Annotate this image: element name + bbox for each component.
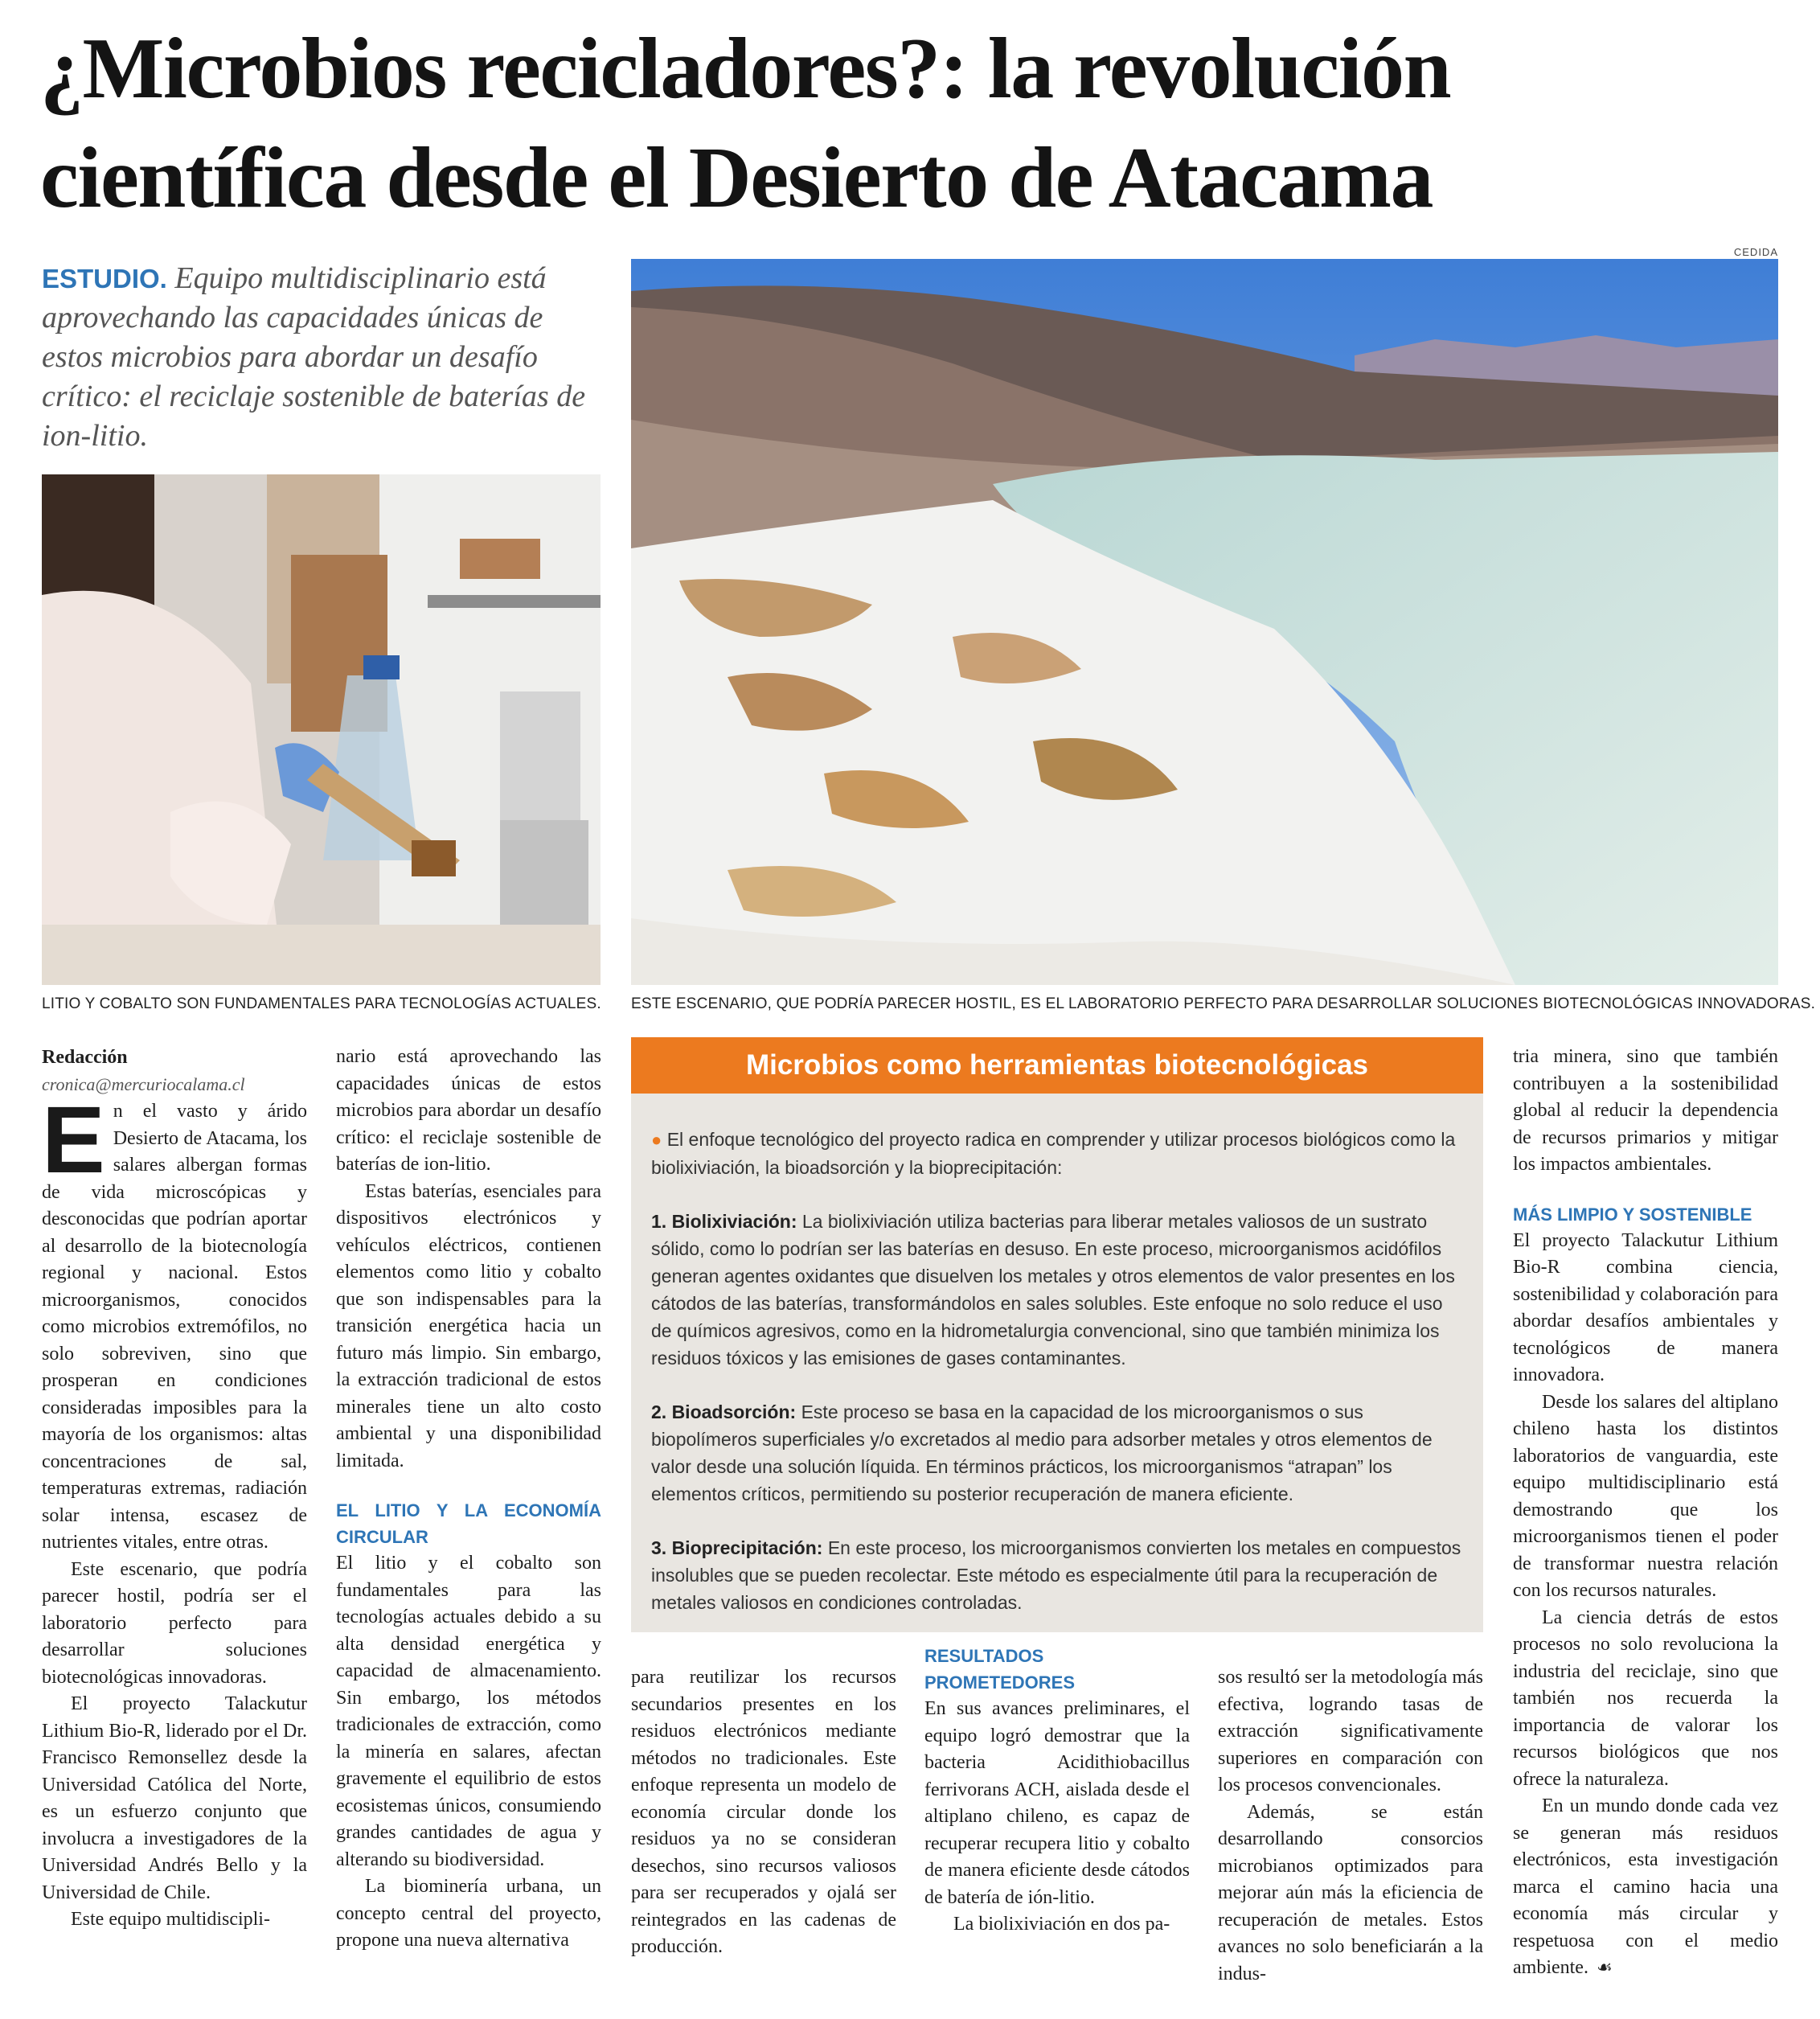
desert-photo bbox=[631, 259, 1778, 985]
lead-paragraph bbox=[42, 259, 605, 456]
headline-line-1: ¿Microbios recicladores?: la revolución bbox=[40, 21, 1451, 117]
paragraph: para reutilizar los recursos secundarios presentes en los residuos electrónicos mediante métodos no tradicionales. Este enfoque representa un modelo de economía circular donde los residuos ya no se consideran desechos, sino recursos valiosos para ser recuperados y ojalá ser reintegrados en las cadenas de producción. bbox=[631, 1667, 896, 1957]
byline-author: Redacción bbox=[42, 1047, 128, 1068]
info-box-intro: ● El enfoque tecnológico del proyecto radica en comprender y utilizar procesos biológicos como la biolixiviación, la bioadsorción y la bioprecipitación: bbox=[651, 1129, 1456, 1178]
paragraph: Desde los salares del altiplano chileno hasta los distintos laboratorios de vanguardia, este equipo multidisciplinario está demostrando que los microorganismos tienen el poder de transformar nuestra relación con los recursos naturales. bbox=[1513, 1391, 1778, 1601]
paragraph bbox=[42, 1087, 307, 1557]
paragraph: Estas baterías, esenciales para dispositivos electrónicos y vehículos eléctricos, contienen elementos como litio y cobalto que son indispensables para la transición energética hacia un futuro más limpio. Sin embargo, la extracción tradicional de estos minerales tiene un alto costo ambiental y una disponibilidad limitada. bbox=[336, 1180, 601, 1471]
paragraph: Además, se están desarrollando consorcios microbianos optimizados para mejorar aún más la eficiencia de recuperación de metales. Estos avances no solo beneficiarán a la indus- bbox=[1218, 1801, 1483, 1984]
article-column-3 bbox=[631, 1664, 896, 1961]
info-box-item-1: 1. Biolixiviación: La biolixiviación utiliza bacterias para liberar metales valiosos de un sustrato sólido, como lo podrían ser las baterías en desuso. En este proceso, microorganismos acidófilos generan agentes oxidantes que disuelven los metales y otros elementos de valor presentes en los cátodos de las baterías, transformándolos en sales solubles. Este enfoque no solo reduce el uso de químicos agresivos, como en la hidrometalurgia convencional, sino que también minimiza los residuos tóxicos y las emisiones de gases contaminantes. bbox=[651, 1211, 1455, 1369]
paragraph: El proyecto Talackutur Lithium Bio-R combina ciencia, sostenibilidad y colaboración para abordar desafíos ambientales y tecnológicos de manera innovadora. bbox=[1513, 1229, 1778, 1385]
paragraph: El proyecto Talackutur Lithium Bio-R, liderado por el Dr. Francisco Remonsellez desde la Universidad Católica del Norte, es un esfuerzo conjunto que involucra a investigadores de la Universidad Andrés Bello y la Universidad de Chile. bbox=[42, 1693, 307, 1903]
lead-tag: ESTUDIO. bbox=[42, 264, 167, 293]
paragraph: Este equipo multidiscipli- bbox=[71, 1909, 270, 1930]
headline-line-2: científica desde el Desierto de Atacama bbox=[40, 130, 1433, 226]
info-box-title: Microbios como herramientas biotecnológicas bbox=[631, 1037, 1483, 1094]
byline-email: cronica@mercuriocalama.cl bbox=[42, 1074, 245, 1094]
end-mark-icon: ☙ bbox=[1596, 1958, 1613, 1978]
bullet-icon: ● bbox=[651, 1130, 662, 1150]
lab-illustration bbox=[42, 474, 601, 985]
desert-photo-caption: ESTE ESCENARIO, QUE PODRÍA PARECER HOSTIL, ES EL LABORATORIO PERFECTO PARA DESARROLLAR SOLUCIONES BIOTECNOLÓGICAS INNOVADORAS. bbox=[631, 995, 1816, 1012]
lab-photo bbox=[42, 474, 601, 985]
article-column-4 bbox=[924, 1643, 1190, 1939]
paragraph: nario está aprovechando las capacidades únicas de estos microbios para abordar un desafío crítico: el reciclaje sostenible de baterías de ion-litio. bbox=[336, 1046, 601, 1175]
paragraph: La biominería urbana, un concepto central del proyecto, propone una nueva alternativa bbox=[336, 1876, 601, 1951]
paragraph: El litio y el cobalto son fundamentales para las tecnologías actuales debido a su alta densidad energética y capacidad de almacenamiento. Sin embargo, los métodos tradicionales de extracción, como la minería en salares, afectan gravemente el equilibrio de estos ecosistemas únicos, consumiendo grandes cantidades de agua y alterando su biodiversidad. bbox=[336, 1553, 601, 1870]
article-column-6 bbox=[1513, 1044, 1778, 1982]
paragraph: sos resultó ser la metodología más efectiva, logrando tasas de extracción significativamente superiores en comparación con los procesos convencionales. bbox=[1218, 1667, 1483, 1795]
paragraph: La ciencia detrás de estos procesos no solo revoluciona la industria del reciclaje, sino que también nos recuerda la importancia de valorar los recursos biológicos que nos ofrece la naturaleza. bbox=[1513, 1607, 1778, 1790]
info-box-item-2: 2. Bioadsorción: Este proceso se basa en la capacidad de los microorganismos o sus biopolímeros superficiales y/o excretados al medio para adsorber metales y otros elementos de valor desde una solución líquida. En términos prácticos, los microorganismos “atrapan” los elementos críticos, permitiendo su posterior recuperación de manera eficiente. bbox=[651, 1401, 1433, 1504]
subhead-mas-limpio: MÁS LIMPIO Y SOSTENIBLE bbox=[1513, 1204, 1752, 1225]
article-column-1 bbox=[42, 1044, 307, 1934]
paragraph: Este escenario, que podría parecer hostil, podría ser el laboratorio perfecto para desarrollar soluciones biotecnológicas innovadoras. bbox=[42, 1558, 307, 1688]
article-column-2 bbox=[336, 1044, 601, 1955]
article-column-5 bbox=[1218, 1664, 1483, 1988]
salt-flat-illustration bbox=[631, 259, 1778, 985]
subhead-resultados: RESULTADOS PROMETEDORES bbox=[924, 1646, 1076, 1693]
info-box-body bbox=[651, 1126, 1463, 1643]
paragraph-text: n el vasto y árido Desierto de Atacama, los salares albergan formas de vida microscópicas y desconocidas que podrían aportar al desarrollo de la biotecnología regional y nacional. Estos microorganismos, conocidos como microbios extremófilos, no solo sobreviven, sino que prosperan en condiciones consideradas imposibles para la mayoría de los organismos: altas concentraciones de sal, temperaturas extremas, radiación solar intensa, escasez de nutrientes vitales, entre otras. bbox=[42, 1101, 307, 1553]
subhead-litio: EL LITIO Y LA ECONOMÍA CIRCULAR bbox=[336, 1500, 601, 1547]
dropcap: E bbox=[42, 1087, 105, 1193]
info-box-item-3: 3. Bioprecipitación: En este proceso, los microorganismos convierten los metales en compuestos insolubles que se pueden recolectar. Este método es especialmente útil para la recuperación de metales valiosos en condiciones controladas. bbox=[651, 1537, 1461, 1613]
paragraph: tria minera, sino que también contribuyen a la sostenibilidad global al reducir la dependencia de recursos primarios y mitigar los impactos ambientales. bbox=[1513, 1046, 1778, 1175]
paragraph: En sus avances preliminares, el equipo logró demostrar que la bacteria Acidithiobacillus ferrivorans ACH, aislada desde el altiplano chileno, es capaz de recuperar recupera litio y cobalto de manera eficiente desde cátodos de batería de ión-litio. bbox=[924, 1698, 1190, 1908]
headline bbox=[40, 14, 1793, 233]
paragraph: En un mundo donde cada vez se generan más residuos electrónicos, esta investigación marca el camino hacia una economía más circular y respetuosa con el medio ambiente. ☙ bbox=[1513, 1795, 1778, 1978]
lead-text: Equipo multidisciplinario está aprovechando las capacidades únicas de estos microbios para abordar un desafío crítico: el reciclaje sostenible de baterías de ion-litio. bbox=[42, 261, 586, 453]
paragraph: La biolixiviación en dos pa- bbox=[953, 1914, 1170, 1935]
lab-photo-caption: LITIO Y COBALTO SON FUNDAMENTALES PARA TECNOLOGÍAS ACTUALES. bbox=[42, 995, 601, 1012]
photo-credit: CEDIDA bbox=[1733, 246, 1778, 258]
